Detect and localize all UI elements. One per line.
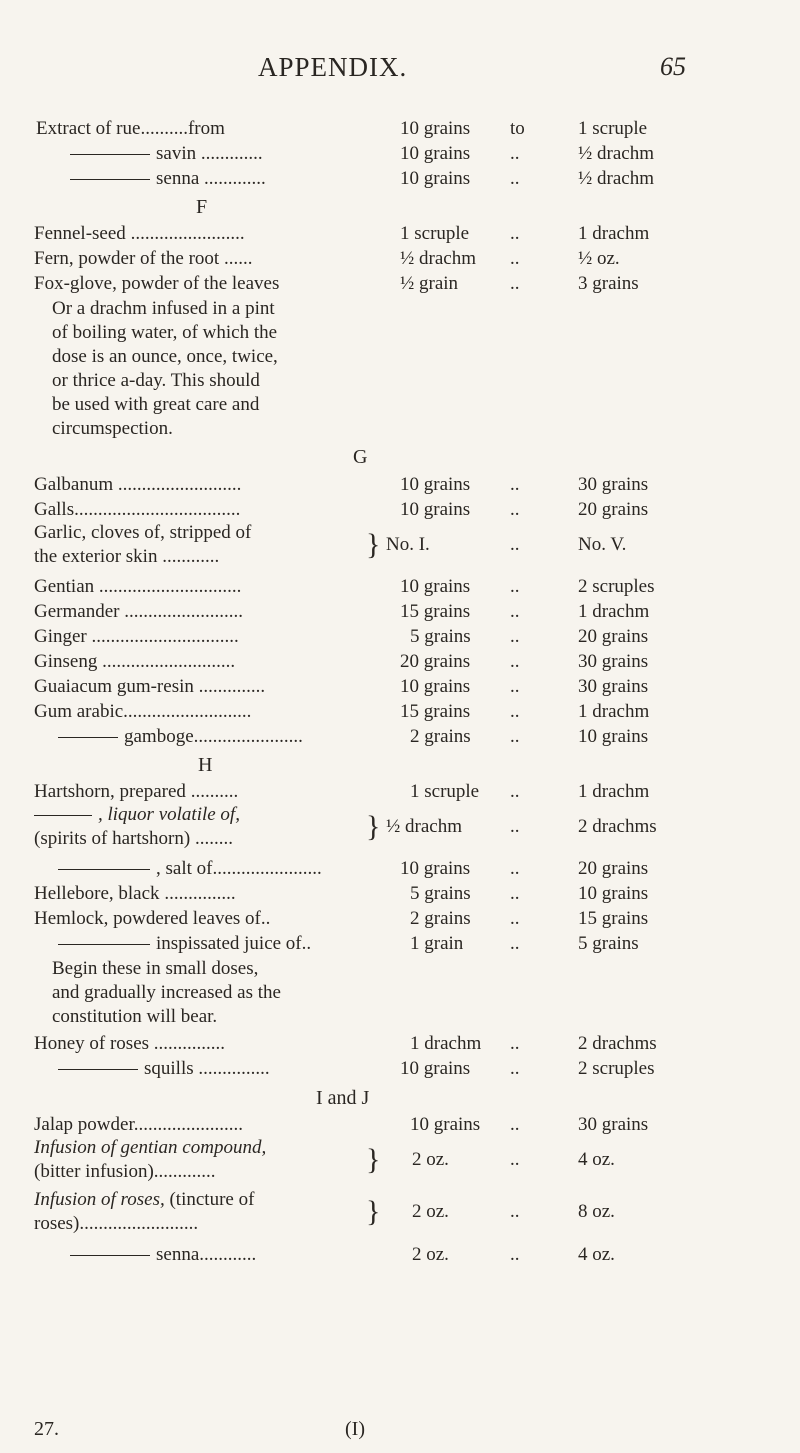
brace-icon: }: [366, 1195, 381, 1228]
range-word: ..: [510, 1114, 520, 1135]
range-word: ..: [510, 908, 520, 929]
max-dose: 1 drachm: [578, 701, 650, 722]
max-dose: 2 drachms: [578, 1033, 657, 1054]
min-dose: 15 grains: [400, 601, 471, 622]
substance-name: squills ...............: [58, 1057, 386, 1081]
range-word: ..: [510, 1058, 520, 1079]
substance-name: , salt of.......................: [58, 857, 386, 881]
hemlock-note: Begin these in small doses, and gradually increased as the constitution will bear.: [52, 958, 281, 1027]
max-dose: 2 scruples: [578, 576, 655, 597]
foxglove-note: Or a drachm infused in a pint of boiling water, of which the dose is an ounce, once, twice, or thrice a-day. This should be used with great care and circumspection.: [52, 298, 278, 439]
min-dose: 10 grains: [400, 858, 471, 879]
min-dose: 10 grains: [400, 118, 471, 139]
max-dose: 3 grains: [578, 273, 639, 294]
substance-name: Extract of rue..........from: [36, 118, 225, 139]
range-word: ..: [510, 883, 520, 904]
range-word: ..: [510, 781, 520, 802]
substance-name: Ginseng ............................: [34, 651, 236, 672]
min-dose: ½ grain: [400, 273, 459, 294]
max-dose: 1 scruple: [578, 118, 648, 139]
substance-name: Hemlock, powdered leaves of..: [34, 908, 271, 929]
substance-name: Hellebore, black ...............: [34, 883, 236, 904]
max-dose: 30 grains: [578, 676, 649, 697]
substance-name: savin .............: [70, 142, 386, 166]
min-dose: 1 grain: [410, 933, 464, 954]
max-dose: 30 grains: [578, 474, 649, 495]
max-dose: 20 grains: [578, 858, 649, 879]
range-word: ..: [510, 223, 520, 244]
min-dose: 10 grains: [400, 1058, 471, 1079]
substance-name: Fennel-seed ........................: [34, 223, 245, 244]
brace-icon: }: [366, 1143, 381, 1176]
min-dose: ½ drachm: [400, 248, 476, 269]
min-dose: 10 grains: [400, 474, 471, 495]
substance-name: Fern, powder of the root ......: [34, 248, 253, 269]
range-word: ..: [510, 499, 520, 520]
substance-name: senna............: [70, 1243, 386, 1267]
range-word: ..: [510, 726, 520, 747]
max-dose: 1 drachm: [578, 781, 650, 802]
range-word: ..: [510, 1033, 520, 1054]
range-word: ..: [510, 1149, 520, 1170]
range-word: ..: [510, 651, 520, 672]
signature-mark: 27.: [34, 1418, 59, 1440]
min-dose: 2 grains: [410, 908, 471, 929]
range-word: ..: [510, 701, 520, 722]
catchword: (I): [345, 1418, 365, 1440]
max-dose: ½ drachm: [578, 143, 654, 164]
range-word: ..: [510, 1201, 520, 1222]
min-dose: 10 grains: [400, 168, 471, 189]
max-dose: No. V.: [578, 534, 627, 555]
min-dose: 15 grains: [400, 701, 471, 722]
min-dose: 1 scruple: [400, 223, 470, 244]
page-number: 65: [660, 52, 686, 81]
max-dose: 30 grains: [578, 1114, 649, 1135]
min-dose: 2 oz.: [412, 1244, 449, 1265]
min-dose: 20 grains: [400, 651, 471, 672]
range-word: ..: [510, 474, 520, 495]
range-word: ..: [510, 933, 520, 954]
range-word: ..: [510, 601, 520, 622]
max-dose: 10 grains: [578, 726, 649, 747]
section-letter: I and J: [316, 1087, 370, 1109]
range-word: ..: [510, 534, 520, 555]
substance-name: Jalap powder.......................: [34, 1114, 243, 1135]
dose-row: [0, 1136, 800, 1186]
max-dose: 15 grains: [578, 908, 649, 929]
substance-name: gamboge.......................: [58, 725, 386, 749]
max-dose: 4 oz.: [578, 1244, 615, 1265]
max-dose: 2 scruples: [578, 1058, 655, 1079]
range-word: ..: [510, 816, 520, 837]
range-word: ..: [510, 858, 520, 879]
min-dose: 2 grains: [410, 726, 471, 747]
max-dose: 20 grains: [578, 626, 649, 647]
substance-name: Garlic, cloves of, stripped of the exterior skin ............: [34, 522, 252, 567]
substance-name: Gum arabic...........................: [34, 701, 252, 722]
section-letter: F: [196, 196, 208, 218]
running-head: [0, 52, 800, 92]
max-dose: ½ drachm: [578, 168, 654, 189]
range-word: ..: [510, 1244, 520, 1265]
min-dose: 5 grains: [410, 883, 471, 904]
substance-name: Germander .........................: [34, 601, 243, 622]
substance-name: senna .............: [70, 167, 386, 191]
min-dose: 10 grains: [400, 499, 471, 520]
range-word: ..: [510, 676, 520, 697]
substance-name: Galbanum ..........................: [34, 474, 242, 495]
range-word: ..: [510, 168, 520, 189]
range-word: ..: [510, 576, 520, 597]
section-letter: H: [198, 754, 213, 776]
max-dose: 30 grains: [578, 651, 649, 672]
min-dose: 10 grains: [400, 676, 471, 697]
max-dose: 1 drachm: [578, 601, 650, 622]
brace-icon: }: [366, 528, 381, 561]
dose-row: [0, 803, 800, 853]
min-dose: 10 grains: [400, 576, 471, 597]
min-dose: 10 grains: [400, 143, 471, 164]
substance-name: inspissated juice of..: [58, 932, 386, 956]
range-word: ..: [510, 626, 520, 647]
substance-name: Infusion of gentian compound, (bitter infusion).............: [34, 1137, 267, 1182]
min-dose: 10 grains: [410, 1114, 481, 1135]
max-dose: 5 grains: [578, 933, 639, 954]
range-word: to: [510, 118, 525, 139]
brace-icon: }: [366, 810, 381, 843]
min-dose: ½ drachm: [386, 816, 462, 837]
min-dose: 1 drachm: [410, 1033, 482, 1054]
dose-row: [0, 521, 800, 571]
max-dose: 20 grains: [578, 499, 649, 520]
max-dose: 1 drachm: [578, 223, 650, 244]
range-word: ..: [510, 143, 520, 164]
max-dose: 2 drachms: [578, 816, 657, 837]
substance-name: Fox-glove, powder of the leaves: [34, 273, 280, 294]
substance-name: Infusion of roses, (tincture of roses).........................: [34, 1189, 255, 1234]
substance-name: Honey of roses ...............: [34, 1033, 226, 1054]
min-dose: 5 grains: [410, 626, 471, 647]
substance-name: Galls...................................: [34, 499, 241, 520]
min-dose: 2 oz.: [412, 1149, 449, 1170]
max-dose: 4 oz.: [578, 1149, 615, 1170]
substance-name: Guaiacum gum-resin ..............: [34, 676, 266, 697]
max-dose: ½ oz.: [578, 248, 620, 269]
range-word: ..: [510, 273, 520, 294]
max-dose: 8 oz.: [578, 1201, 615, 1222]
section-letter: G: [353, 446, 368, 468]
range-word: ..: [510, 248, 520, 269]
substance-name: Ginger ...............................: [34, 626, 239, 647]
max-dose: 10 grains: [578, 883, 649, 904]
min-dose: 1 scruple: [410, 781, 480, 802]
substance-name: Hartshorn, prepared ..........: [34, 781, 239, 802]
substance-name: , liquor volatile of, (spirits of hartshorn) ........: [34, 804, 240, 849]
dose-row: [0, 1188, 800, 1238]
substance-name: Gentian ..............................: [34, 576, 242, 597]
min-dose: 2 oz.: [412, 1201, 449, 1222]
running-title: APPENDIX.: [258, 52, 408, 82]
min-dose: No. I.: [386, 534, 430, 555]
